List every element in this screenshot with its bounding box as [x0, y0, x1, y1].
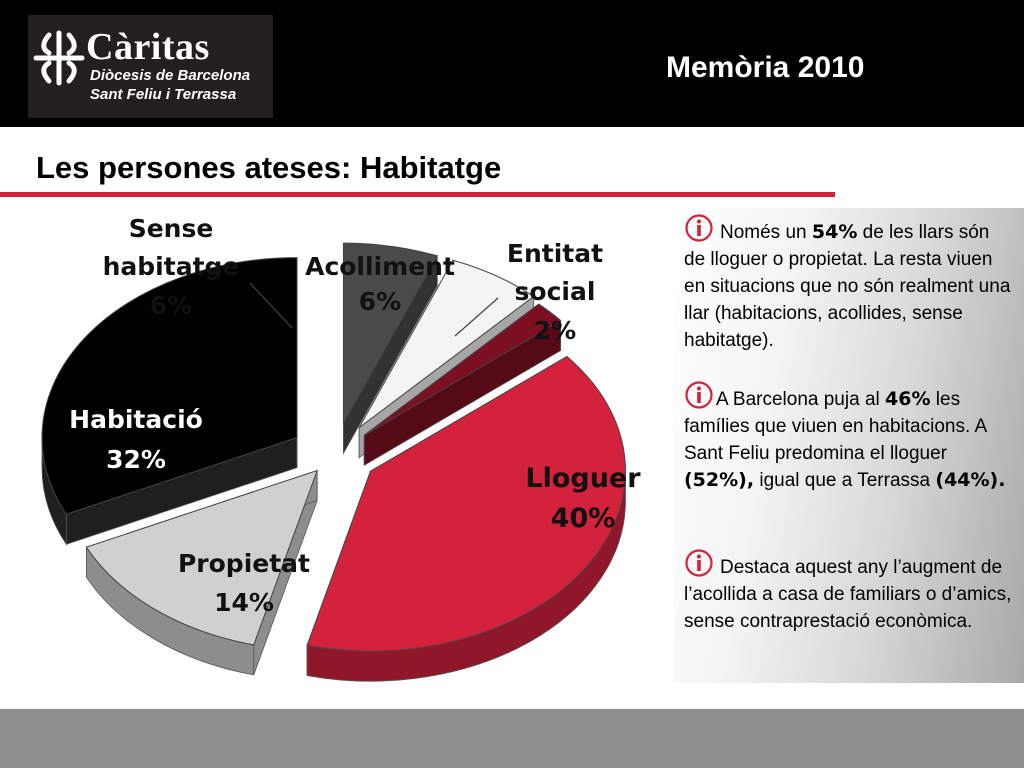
title-divider	[0, 192, 835, 197]
org-line-2: Sant Feliu i Terrassa	[90, 86, 237, 103]
info-paragraph-3	[684, 548, 1014, 635]
label-habitacio-value: 32%	[106, 445, 166, 474]
label-lloguer-line-1: Lloguer	[525, 463, 641, 494]
info-2-highlight-3: (44%).	[935, 469, 1006, 491]
info-icon	[684, 213, 714, 243]
info-icon	[684, 548, 714, 578]
info-paragraph-1	[684, 213, 1014, 354]
info-2-text: A Barcelona puja al	[716, 389, 886, 410]
caritas-cross-icon	[32, 29, 86, 87]
label-habitacio-line-1: Habitació	[69, 405, 203, 434]
info-icon	[684, 380, 714, 410]
info-2-mid: les famílies que viuen en habitacions. A Sant Feliu predomina el lloguer	[684, 389, 987, 464]
info-paragraph-2	[684, 380, 1014, 494]
info-2-highlight: 46%	[885, 388, 931, 410]
header-bar	[0, 0, 1024, 127]
footer-bar	[0, 709, 1024, 768]
caritas-logo[interactable]	[28, 15, 273, 118]
info-panel	[674, 208, 1024, 683]
label-entitat-social-value: 2%	[533, 316, 577, 345]
info-1-rest: de les llars són de lloguer o propietat. La resta viuen en situacions que no són realment una llar (habitacions, acollides, sense habitatge).	[684, 222, 1011, 351]
label-sense-habitatge-value: 6%	[149, 291, 193, 320]
label-entitat-social-line-2: social	[514, 277, 596, 306]
info-1-highlight: 54%	[811, 221, 858, 243]
info-1-text: Només un	[720, 222, 812, 243]
org-name: Càritas	[86, 26, 210, 68]
info-2-mid-2: igual que a Terrassa	[754, 470, 936, 491]
header-title: Memòria 2010	[666, 51, 865, 84]
label-sense-habitatge-line-1: Sense	[128, 214, 214, 243]
label-acolliment-line-1: Acolliment	[305, 252, 455, 281]
info-2-highlight-2: (52%),	[684, 469, 755, 491]
label-sense-habitatge-line-2: habitatge	[102, 252, 240, 281]
label-entitat-social-line-1: Entitat	[506, 239, 604, 268]
org-line-1: Diòcesis de Barcelona	[90, 67, 251, 84]
label-propietat-line-1: Propietat	[177, 549, 311, 578]
info-3-text: Destaca aquest any l’augment de l’acollida a casa de familiars o d’amics, sense contraprestació econòmica.	[684, 557, 1012, 632]
label-lloguer-value: 40%	[550, 503, 616, 534]
slide-title: Les persones ateses: Habitatge	[36, 150, 502, 185]
label-propietat-value: 14%	[214, 588, 274, 617]
pie-chart	[0, 200, 672, 700]
label-acolliment-value: 6%	[358, 287, 402, 316]
